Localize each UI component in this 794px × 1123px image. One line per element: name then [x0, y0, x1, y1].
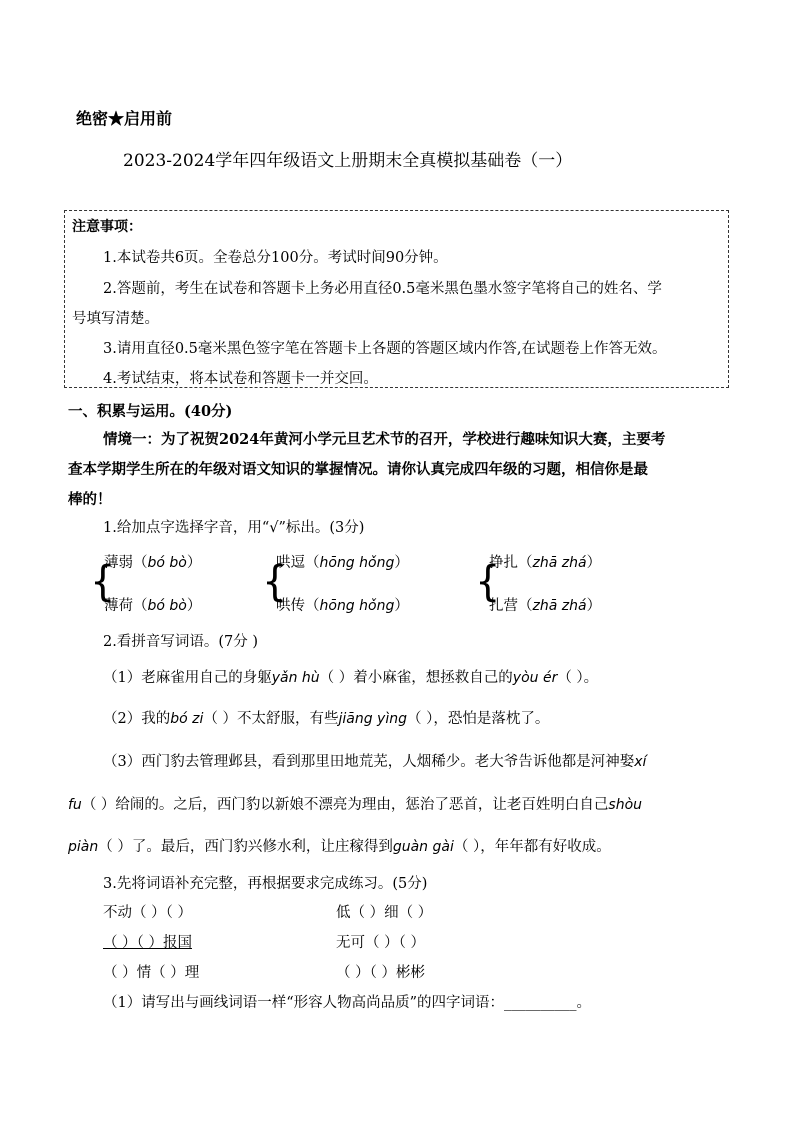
q1-word: 哄传（hōng hǒng）: [276, 598, 409, 614]
q2-sentence: fu（ ）给闹的。之后，西门豹以新娘不漂亮为理由，惩治了恶首，让老百姓明白自己shòu: [68, 797, 643, 813]
idiom-blank: （ ）情（ ）理: [103, 965, 200, 981]
notice-heading: 注意事项：: [72, 219, 142, 235]
q1-word: 扎营（zhā zhá）: [489, 598, 602, 614]
secret-label: 绝密★启用前: [76, 109, 173, 128]
q1-word: 薄弱（bó bò）: [104, 555, 202, 571]
q2-sentence: （2）我的bó zi（ ）不太舒服，有些jiāng yìng（ ），恐怕是落枕了。: [103, 711, 550, 727]
q1-word: 哄逗（hōng hǒng）: [276, 555, 409, 571]
idiom-blank: 低（ ）细（ ）: [336, 905, 433, 921]
notice-item: 2.答题前，考生在试卷和答题卡上务必用直径0.5毫米黑色墨水签字笔将自己的姓名、学: [103, 281, 662, 297]
scene-text: 情境一：为了祝贺2024年黄河小学元旦艺术节的召开，学校进行趣味知识大赛，主要考: [103, 431, 666, 448]
brace-icon: {: [475, 557, 501, 607]
question-1-prompt: 1.给加点字选择字音，用“√”标出。(3分): [103, 520, 365, 536]
notice-box: [64, 210, 729, 388]
brace-icon: {: [90, 557, 116, 607]
q2-sentence: piàn（ ）了。最后，西门豹兴修水利，让庄稼得到guàn gài（ ），年年都有好收成。: [68, 839, 611, 855]
idiom-blank: 无可（ ）（ ）: [336, 935, 425, 951]
brace-icon: {: [262, 557, 288, 607]
scene-text: 棒的！: [68, 491, 112, 508]
q2-sentence: （1）老麻雀用自己的身躯yǎn hù（ ）着小麻雀，想拯救自己的yòu ér（ ）。: [103, 670, 599, 686]
notice-item: 号填写清楚。: [72, 311, 159, 327]
notice-item: 4.考试结束，将本试卷和答题卡一并交回。: [103, 371, 378, 387]
q1-word: 薄荷（bó bò）: [104, 598, 202, 614]
page-title: 2023-2024学年四年级语文上册期末全真模拟基础卷（一）: [123, 151, 573, 171]
scene-text: 查本学期学生所在的年级对语文知识的掌握情况。请你认真完成四年级的习题，相信你是最: [68, 461, 648, 478]
notice-item: 3.请用直径0.5毫米黑色签字笔在答题卡上各题的答题区域内作答,在试题卷上作答无效。: [103, 341, 667, 357]
q3-subquestion: （1）请写出与画线词语一样“形容人物高尚品质”的四字词语：__________。: [103, 995, 592, 1011]
idiom-blank: （ ）（ ）彬彬: [336, 965, 425, 981]
q1-word: 挣扎（zhā zhá）: [489, 555, 602, 571]
q2-sentence: （3）西门豹去管理邺县，看到那里田地荒芜，人烟稀少。老大爷告诉他都是河神娶xí: [103, 754, 647, 770]
idiom-blank: 不动（ ）（ ）: [103, 905, 192, 921]
idiom-blank-underlined: （ ）（ ）报国: [103, 935, 192, 951]
question-3-prompt: 3.先将词语补充完整，再根据要求完成练习。(5分): [103, 876, 428, 892]
section-heading: 一、积累与运用。(40分): [68, 403, 233, 420]
notice-item: 1.本试卷共6页。全卷总分100分。考试时间90分钟。: [103, 250, 448, 266]
question-2-prompt: 2.看拼音写词语。(7分 ): [103, 634, 258, 650]
